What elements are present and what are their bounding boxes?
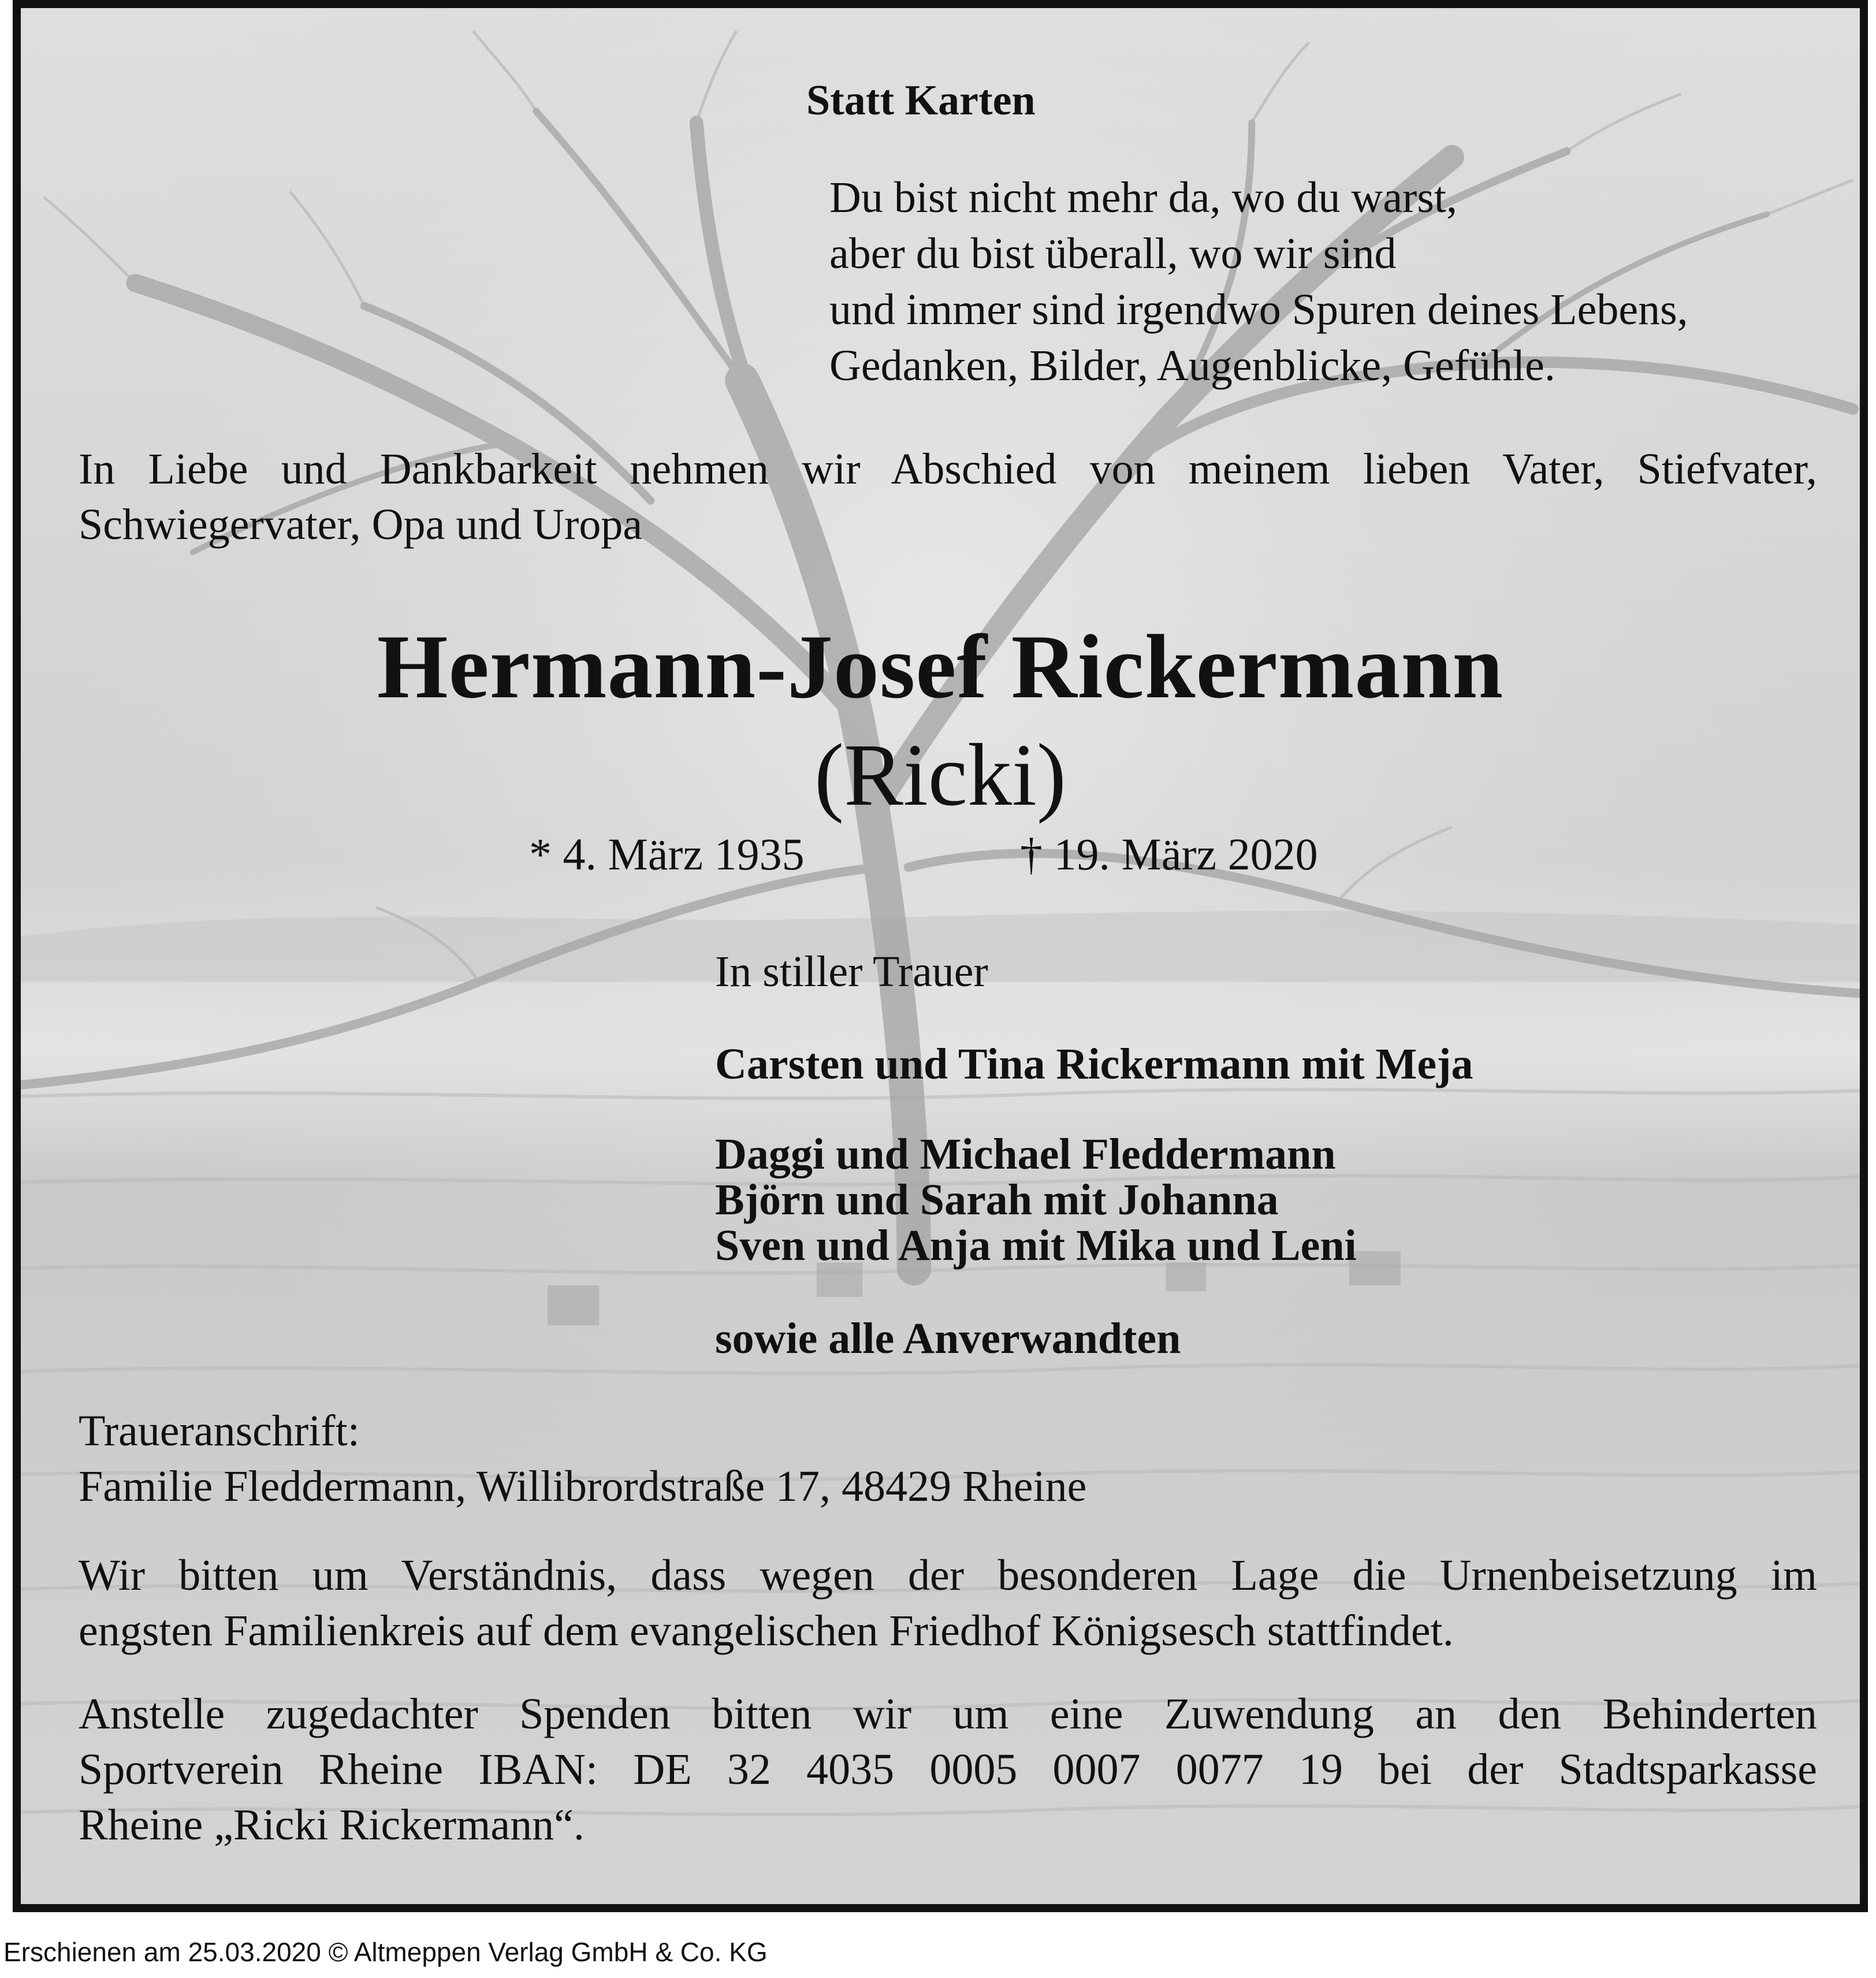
address-text: Familie Fleddermann, Willibrordstraße 17, 48429 Rheine (79, 1462, 1087, 1511)
mourner-name: Sven und Anja mit Mika und Leni (715, 1221, 1357, 1270)
intro-line: In Liebe und Dankbarkeit nehmen wir Abschied von meinem lieben Vater, Stiefvater, (79, 445, 1817, 493)
burial-note-line: Wir bitten um Verständnis, dass wegen der besonderen Lage die Urnenbeisetzung im (79, 1551, 1817, 1600)
donation-note (79, 1686, 1817, 1853)
deceased-nickname: (Ricki) (814, 726, 1067, 824)
donation-note-line: Anstelle zugedachter Spenden bitten wir um eine Zuwendung an den Behinderten (79, 1690, 1817, 1738)
death-date: † 19. März 2020 (1020, 829, 1318, 879)
intro-text (79, 441, 1817, 552)
poem-line: Du bist nicht mehr da, wo du warst, (829, 173, 1458, 222)
deceased-name: Hermann-Josef Rickermann (377, 616, 1504, 717)
donation-note-line: Sportverein Rheine IBAN: DE 32 4035 0005 0007 0077 19 bei der Stadtsparkasse (79, 1745, 1817, 1794)
relatives-line: sowie alle Anverwandten (715, 1314, 1181, 1363)
mourning-address (79, 1403, 1086, 1514)
burial-note (79, 1548, 1817, 1659)
mourner-name: Daggi und Michael Fleddermann (715, 1130, 1336, 1178)
poem (829, 170, 1688, 394)
obituary-notice (13, 0, 1868, 1912)
publication-footer: Erschienen am 25.03.2020 © Altmeppen Verlag GmbH & Co. KG (3, 1937, 768, 1967)
notice-heading: Statt Karten (806, 77, 1036, 124)
poem-line: Gedanken, Bilder, Augenblicke, Gefühle. (829, 341, 1555, 390)
address-label: Traueranschrift: (79, 1407, 360, 1455)
birth-date: * 4. März 1935 (529, 829, 805, 879)
mourning-line: In stiller Trauer (715, 947, 988, 996)
intro-line: Schwiegervater, Opa und Uropa (79, 500, 643, 549)
notice-text (21, 8, 1860, 1904)
burial-note-line: engsten Familienkreis auf dem evangelischen Friedhof Königsesch stattfindet. (79, 1607, 1454, 1655)
poem-line: und immer sind irgendwo Spuren deines Lebens, (829, 285, 1688, 334)
donation-note-line: Rheine „Ricki Rickermann“. (79, 1801, 585, 1849)
mourner-name: Carsten und Tina Rickermann mit Meja (715, 1040, 1473, 1088)
mourner-group (715, 1132, 1357, 1269)
poem-line: aber du bist überall, wo wir sind (829, 229, 1397, 278)
mourner-name: Björn und Sarah mit Johanna (715, 1176, 1279, 1224)
